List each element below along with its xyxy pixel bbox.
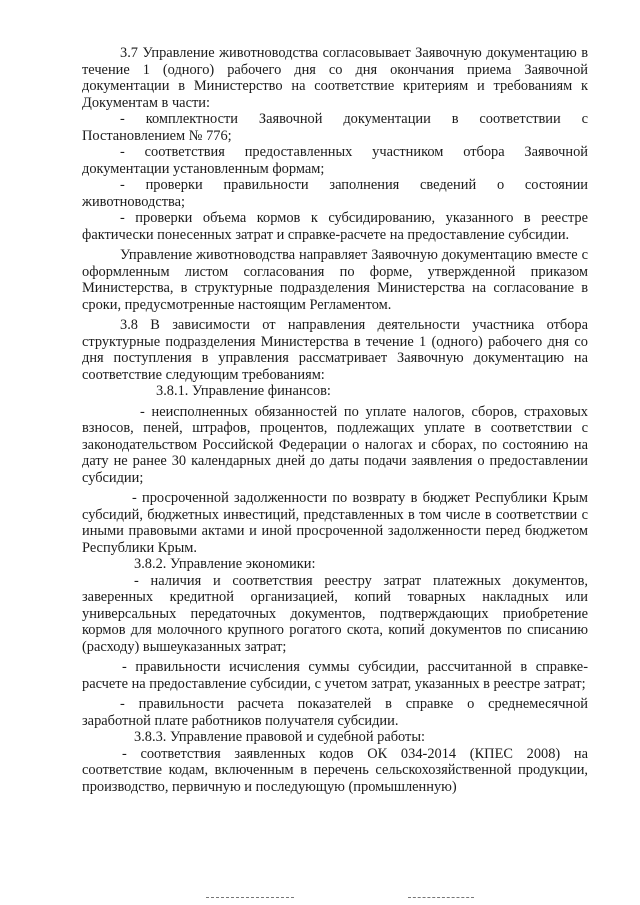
footer-rule-left [206, 897, 294, 898]
paragraph-b3: - проверки правильности заполнения сведений о состоянии животноводства; [82, 177, 588, 210]
paragraph-b1: - комплектности Заявочной документации в соответствии с Постановлением № 776; [82, 111, 588, 144]
paragraph-h3_8_1: 3.8.1. Управление финансов: [156, 383, 331, 399]
paragraph-b4: - проверки объема кормов к субсидированию, указанного в реестре фактически понесенных затрат и справке-расчете на предоставление субсидии. [82, 210, 588, 243]
document-body [82, 45, 588, 795]
paragraph-l1: - соответствия заявленных кодов ОК 034-2014 (КПЕС 2008) на соответствие кодам, включенным в перечень сельскохозяйственной продукции, производство, первичную и последующую (промышленную) [82, 745, 588, 795]
paragraph-f1: - неисполненных обязанностей по уплате налогов, сборов, страховых взносов, пеней, штрафов, процентов, подлежащих уплате в соответствии с законодательством Российской Федерации о налогах и сборах, по состоянию на дату не ранее 30 календарных дней до даты подачи заявления о предоставлении субсидии; [82, 403, 588, 486]
paragraph-b2: - соответствия предоставленных участником отбора Заявочной документации установленным формам; [82, 144, 588, 177]
paragraph-p_dir: Управление животноводства направляет Заявочную документацию вместе с оформленным листом согласования по форме, утвержденной приказом Министерства, в структурные подразделения Министерства на согласование в сроки, предусмотренные настоящим Регламентом. [82, 247, 588, 313]
paragraph-f2: - просроченной задолженности по возврату в бюджет Республики Крым субсидий, бюджетных инвестиций, представленных в том числе в соответствии с иными правовыми актами и иной просроченной задолженности перед бюджетом Республики Крым. [82, 490, 588, 556]
paragraph-p3_7: 3.7 Управление животноводства согласовывает Заявочную документацию в течение 1 (одного) рабочего дня со дня окончания приема Заявочной документации в Министерство на соответствие критериям и требованиям к Документам в части: [82, 45, 588, 111]
paragraph-e1: - наличия и соответствия реестру затрат платежных документов, заверенных кредитной организацией, копий товарных накладных или универсальных передаточных документов, подтверждающих приобретение кормов для молочного крупного рогатого скота, копий документов по списанию (расходу) вышеуказанных затрат; [82, 572, 588, 655]
paragraph-h3_8_3: 3.8.3. Управление правовой и судебной работы: [134, 729, 425, 745]
paragraph-h3_8_2: 3.8.2. Управление экономики: [134, 556, 316, 572]
paragraph-e3: - правильности расчета показателей в справке о среднемесячной заработной плате работников получателя субсидии. [82, 696, 588, 729]
paragraph-e2: - правильности исчисления суммы субсидии, рассчитанной в справке-расчете на предоставление субсидии, с учетом затрат, указанных в реестре затрат; [82, 659, 588, 692]
paragraph-p3_8: 3.8 В зависимости от направления деятельности участника отбора структурные подразделения Министерства в течение 1 (одного) рабочего дня со дня поступления в управления рассматривает Заявочную документацию на соответствие следующим требованиям: [82, 317, 588, 383]
footer-rule-right [408, 897, 474, 898]
